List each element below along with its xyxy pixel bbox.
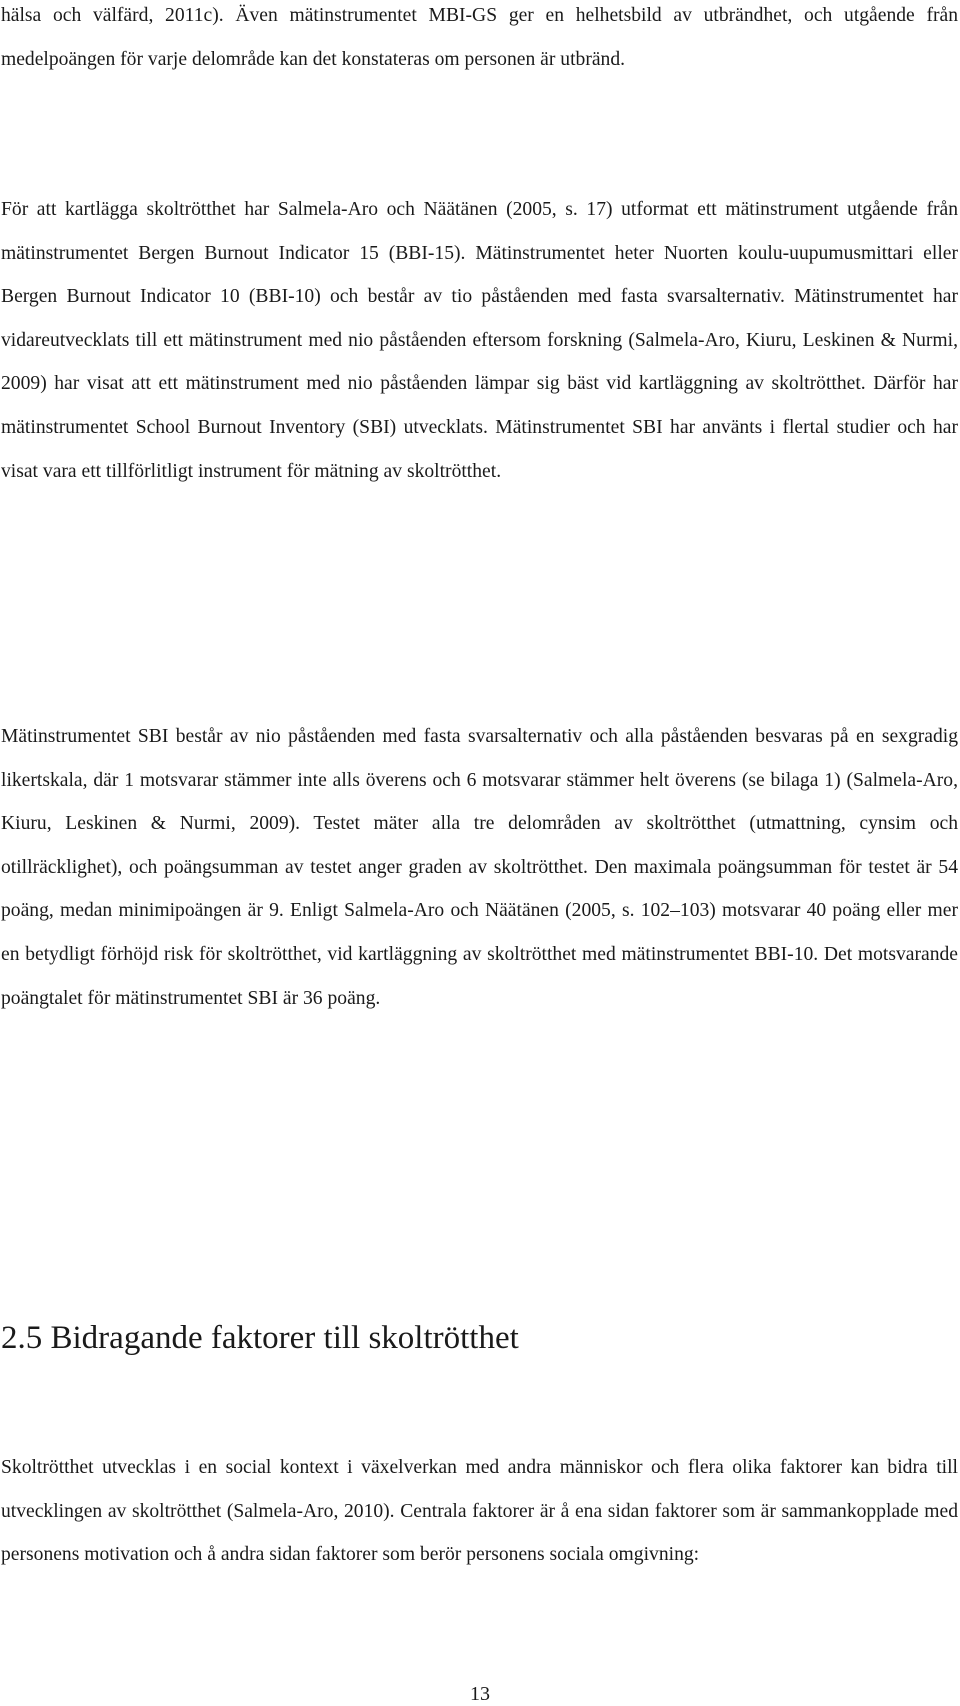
page-number: 13 xyxy=(470,1683,490,1705)
paragraph-mbi-gs-continuation: hälsa och välfärd, 2011c). Även mätinstrumentet MBI-GS ger en helhetsbild av utbrändhet, och utgående från medelpoängen för varje delområde kan det konstateras om personen är utbränd. xyxy=(1,5,958,70)
paragraph-contributing-factors: Skoltrötthet utvecklas i en social kontext i växelverkan med andra människor och flera olika faktorer kan bidra till utvecklingen av skoltrötthet (Salmela-Aro, 2010). Centrala faktorer är å ena sidan faktorer som är sammankopplade med personens motivation och å andra sidan faktorer som berör personens sociala omgivning: xyxy=(1,1457,958,1566)
section-heading: 2.5 Bidragande faktorer till skoltrötthet xyxy=(1,1320,519,1356)
paragraph-sbi-scoring: Mätinstrumentet SBI består av nio påståenden med fasta svarsalternativ och alla påståenden besvaras på en sexgradig likertskala, där 1 motsvarar stämmer inte alls överens och 6 motsvarar stämmer helt överens (se bilaga 1) (Salmela-Aro, Kiuru, Leskinen & Nurmi, 2009). Testet mäter alla tre delområden av skoltrötthet (utmattning, cynsim och otillräcklighet), och poängsumman av testet anger graden av skoltrötthet. Den maximala poängsumman för testet är 54 poäng, medan minimipoängen är 9. Enligt Salmela-Aro och Näätänen (2005, s. 102–103) motsvarar 40 poäng eller mer en betydligt förhöjd risk för skoltrötthet, vid kartläggning av skoltrötthet med mätinstrumentet BBI-10. Det motsvarande poängtalet för mätinstrumentet SBI är 36 poäng. xyxy=(1,726,958,1009)
paragraph-bbi-sbi-development: För att kartlägga skoltrötthet har Salmela-Aro och Näätänen (2005, s. 17) utformat ett mätinstrument utgående från mätinstrumentet Bergen Burnout Indicator 15 (BBI-15). Mätinstrumentet heter Nuorten koulu-uupumusmittari eller Bergen Burnout Indicator 10 (BBI-10) och består av tio påståenden med fasta svarsalternativ. Mätinstrumentet har vidareutvecklats till ett mätinstrument med nio påståenden eftersom forskning (Salmela-Aro, Kiuru, Leskinen & Nurmi, 2009) har visat att ett mätinstrument med nio påståenden lämpar sig bäst vid kartläggning av skoltrötthet. Därför har mätinstrumentet School Burnout Inventory (SBI) utvecklats. Mätinstrumentet SBI har använts i flertal studier och har visat vara ett tillförlitligt instrument för mätning av skoltrötthet. xyxy=(1,199,958,482)
